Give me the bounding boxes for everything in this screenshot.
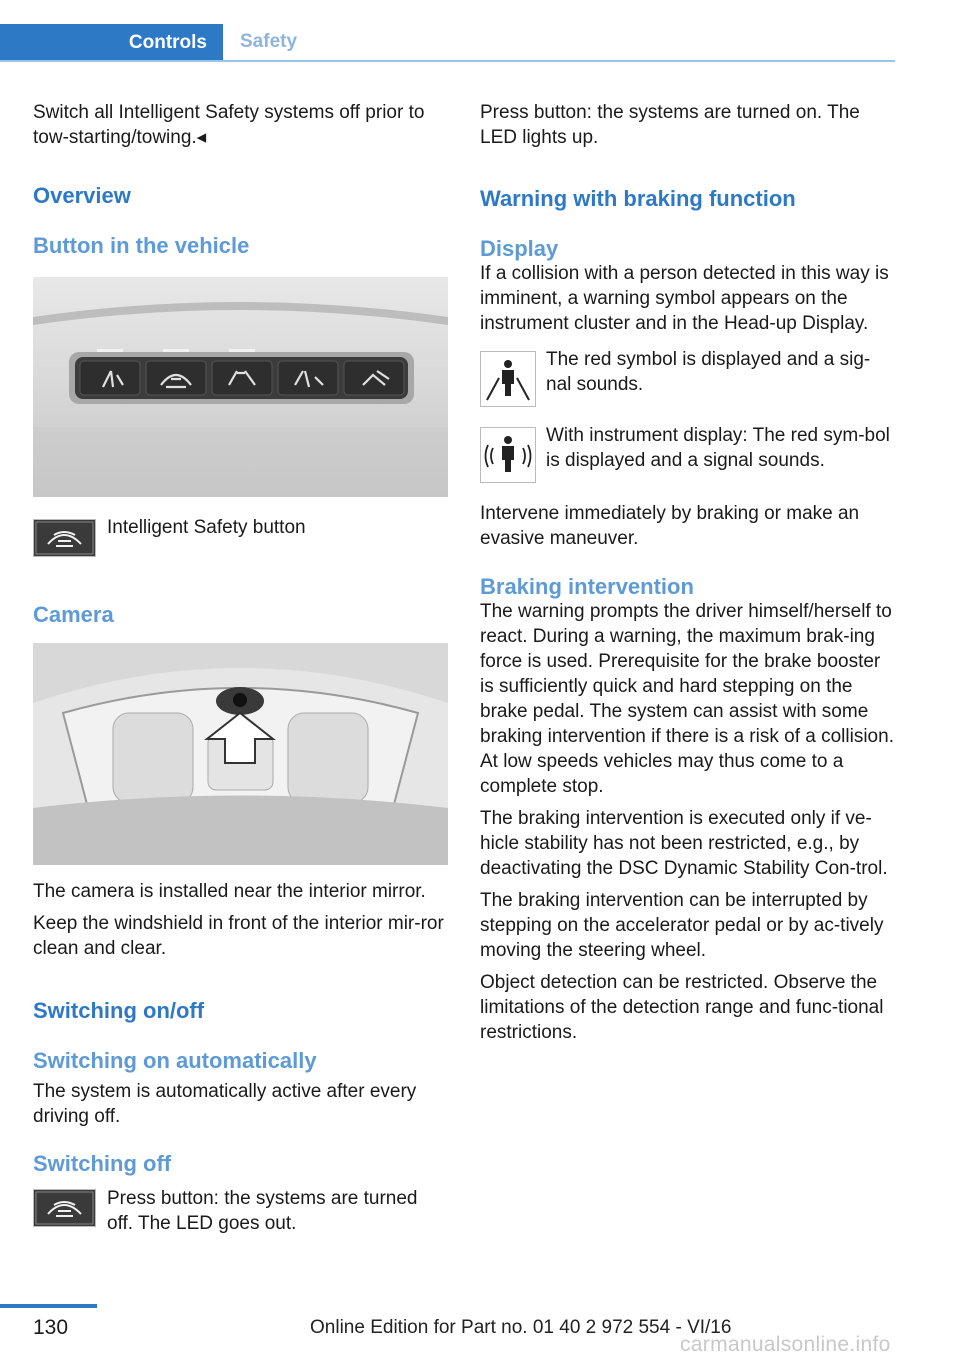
right-column xyxy=(480,100,895,1045)
switch-off-text: Press button: the systems are turned off. The LED goes out. xyxy=(107,1188,418,1234)
intelligent-safety-button-caption: Intelligent Safety button xyxy=(107,517,306,538)
intro-text: Switch all Intelligent Safety systems off prior to tow-starting/towing.◂ xyxy=(33,102,425,148)
page-number: 130 xyxy=(33,1316,69,1339)
heading-braking-intervention: Braking intervention xyxy=(480,574,694,599)
symbol-row-1 xyxy=(480,347,895,417)
camera-clean-text: Keep the windshield in front of the interior mir‐ror clean and clear. xyxy=(33,913,444,959)
auto-active-text: The system is automatically active after every driving off. xyxy=(33,1081,417,1127)
intelligent-safety-button-row xyxy=(33,515,448,561)
heading-switching-on-automatically: Switching on automatically xyxy=(33,1048,317,1073)
intelligent-safety-button-icon xyxy=(33,519,96,557)
watermark: carmanualsonline.info xyxy=(680,1333,891,1356)
tab-safety[interactable]: Safety xyxy=(223,24,343,60)
camera-location-text: The camera is installed near the interior mirror. xyxy=(33,881,426,902)
switch-off-row xyxy=(33,1186,448,1238)
heading-warning-braking: Warning with braking function xyxy=(480,186,796,211)
heading-overview: Overview xyxy=(33,183,131,208)
intelligent-safety-button-icon-off xyxy=(33,1189,96,1227)
windshield-camera-illustration xyxy=(33,643,448,865)
footer-accent-line xyxy=(0,1304,97,1308)
heading-switching-off: Switching off xyxy=(33,1151,172,1176)
tab-controls[interactable]: Controls xyxy=(0,24,223,62)
edition-text: Online Edition for Part no. 01 40 2 972 554 - VI/16 xyxy=(310,1317,732,1338)
intervene-text: Intervene immediately by braking or make an evasive maneuver. xyxy=(480,503,860,549)
display-text: If a collision with a person detected in this way is imminent, a warning symbol appears on the instrument cluster and in the Head-up Display. xyxy=(480,263,889,334)
heading-camera: Camera xyxy=(33,602,114,627)
braking-text-4: Object detection can be restricted. Observe the limitations of the detection range and func‐tional restrictions. xyxy=(480,972,884,1043)
braking-text-3: The braking intervention can be interrupted by stepping on the accelerator pedal or by ac‐tively moving the steering wheel. xyxy=(480,890,884,961)
person-warning-sound-icon xyxy=(480,427,536,483)
person-warning-icon xyxy=(480,351,536,407)
chapter-header xyxy=(0,24,895,62)
camera-photo xyxy=(33,643,448,865)
symbol-1-text: The red symbol is displayed and a sig‐nal sounds. xyxy=(546,349,871,395)
heading-button-in-vehicle: Button in the vehicle xyxy=(33,233,250,258)
button-panel-photo xyxy=(33,277,448,497)
left-column xyxy=(33,100,448,1238)
switch-on-text: Press button: the systems are turned on. The LED lights up. xyxy=(480,102,860,148)
braking-text-2: The braking intervention is executed only if ve‐hicle stability has not been restricted, e.g., by deactivating the DSC Dynamic Stability Con‐trol. xyxy=(480,808,888,879)
heading-switching-on-off: Switching on/off xyxy=(33,998,205,1023)
header-divider xyxy=(0,60,895,62)
button-panel-illustration xyxy=(33,277,448,497)
symbol-row-2 xyxy=(480,423,895,489)
symbol-2-text: With instrument display: The red sym‐bol is displayed and a signal sounds. xyxy=(546,425,890,471)
braking-text-1: The warning prompts the driver himself/herself to react. During a warning, the maximum brak‐ing force is used. Prerequisite for the brake booster is sufficiently quick and hard stepping on the brake pedal. The system can assist with some braking intervention if there is a risk of a collision. At low speeds vehicles may thus come to a complete stop. xyxy=(480,601,894,797)
heading-display: Display xyxy=(480,236,559,261)
